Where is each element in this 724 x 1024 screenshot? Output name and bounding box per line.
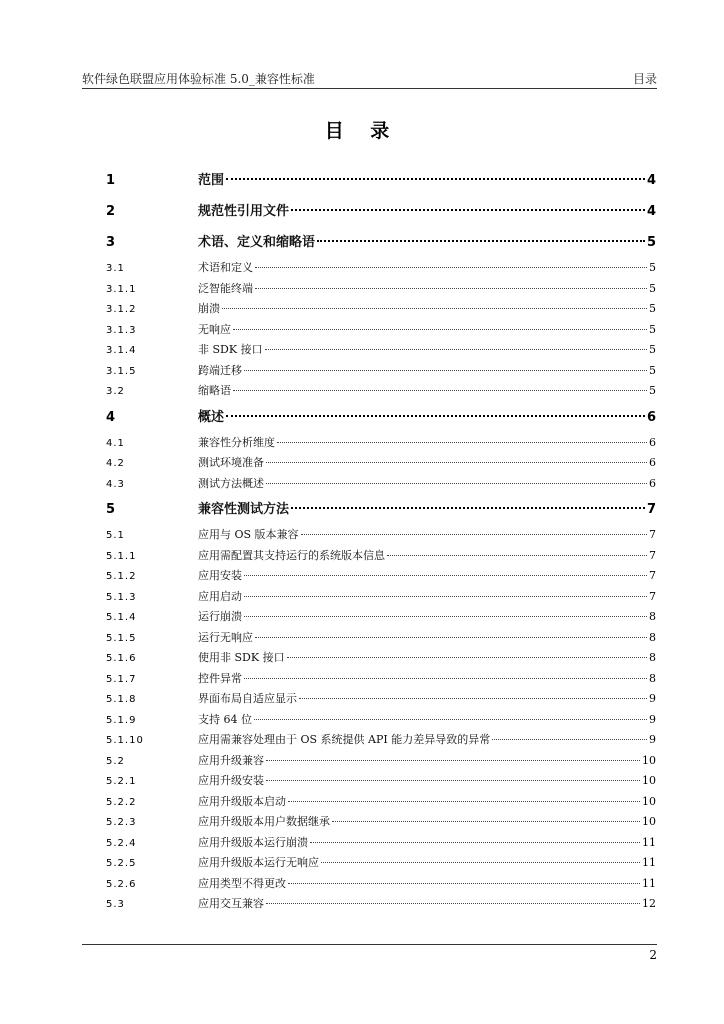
toc-entry[interactable] (106, 494, 656, 525)
toc-entry-page: 9 (649, 712, 656, 726)
page-number: 2 (649, 948, 657, 962)
toc-entry-title[interactable]: 跨端迁移 (198, 363, 242, 377)
toc-entry-title[interactable]: 范围 (198, 173, 225, 188)
toc-entry-title[interactable]: 术语、定义和缩略语 (198, 235, 316, 250)
toc-dot-leader (277, 442, 647, 443)
toc-dot-leader (332, 821, 640, 822)
toc-entry[interactable] (106, 361, 656, 382)
toc-entry-number: 3.1.1 (106, 283, 137, 295)
toc-entry-page: 11 (642, 856, 656, 869)
toc-entry[interactable] (106, 874, 656, 895)
toc-entry-title[interactable]: 兼容性分析维度 (198, 435, 275, 449)
toc-entry-number: 5.2.3 (106, 817, 137, 828)
toc-entry-number: 5.1.7 (106, 673, 137, 685)
toc-entry-page: 9 (649, 733, 656, 746)
toc-entry-page: 7 (649, 528, 656, 541)
toc-entry-number: 3.1.3 (106, 324, 137, 336)
toc-entry-page: 5 (649, 261, 656, 274)
toc-entry-page: 5 (649, 281, 656, 295)
toc-dot-leader (244, 616, 647, 617)
toc-dot-leader (226, 178, 645, 180)
toc-entry-page: 5 (649, 302, 656, 315)
toc-entry[interactable] (106, 525, 656, 546)
toc-dot-leader (266, 483, 647, 484)
toc-entry-number: 5.1.8 (106, 694, 137, 705)
toc-entry-title[interactable]: 非 SDK 接口 (198, 343, 263, 356)
toc-entry-page: 5 (646, 235, 656, 250)
toc-entry-number: 5.1.4 (106, 612, 137, 623)
toc-entry[interactable] (106, 894, 656, 915)
toc-entry[interactable] (106, 607, 656, 628)
toc-dot-leader (266, 780, 640, 781)
toc-entry[interactable] (106, 196, 656, 227)
toc-entry-title[interactable]: 概述 (198, 409, 225, 425)
toc-entry-page: 4 (646, 204, 656, 219)
toc-entry[interactable] (106, 453, 656, 474)
toc-entry-title[interactable]: 运行无响应 (198, 630, 253, 644)
toc-entry-page: 8 (649, 651, 656, 664)
toc-entry-page: 7 (646, 502, 656, 517)
toc-entry[interactable] (106, 648, 656, 669)
toc-entry-number: 5.1.9 (106, 714, 137, 726)
toc-entry[interactable] (106, 628, 656, 649)
toc-dot-leader (310, 842, 640, 843)
toc-entry-number: 3.1.2 (106, 304, 137, 315)
toc-dot-leader (244, 596, 647, 597)
toc-dot-leader (265, 349, 647, 350)
toc-entry[interactable] (106, 258, 656, 279)
toc-entry[interactable] (106, 433, 656, 454)
toc-entry-title[interactable]: 兼容性测试方法 (198, 502, 290, 517)
toc-dot-leader (291, 507, 645, 509)
toc-entry-page: 9 (649, 692, 656, 705)
toc-dot-leader (266, 760, 640, 761)
toc-entry-number: 5.1.1 (106, 550, 137, 562)
toc-entry[interactable] (106, 853, 656, 874)
toc-entry[interactable] (106, 474, 656, 495)
toc-entry-title[interactable]: 应用需配置其支持运行的系统版本信息 (198, 548, 385, 562)
toc-entry-page: 5 (649, 363, 656, 377)
toc-entry[interactable] (106, 771, 656, 792)
toc-entry-title[interactable]: 应用升级版本运行崩溃 (198, 835, 308, 849)
toc-entry-title[interactable]: 测试环境准备 (198, 456, 264, 469)
toc-entry-page: 7 (649, 548, 656, 562)
toc-entry-page: 10 (642, 815, 656, 828)
toc-entry-page: 4 (646, 173, 656, 188)
toc-entry-page: 6 (649, 456, 656, 469)
toc-entry-title[interactable]: 应用交互兼容 (198, 897, 264, 910)
toc-entry-number: 4.1 (106, 437, 125, 449)
toc-entry[interactable] (106, 320, 656, 341)
toc-entry-number: 2 (106, 204, 116, 219)
toc-entry-page: 10 (642, 794, 656, 808)
toc-entry-number: 5.1.10 (106, 735, 144, 746)
toc-dot-leader (492, 739, 647, 740)
toc-entry-number: 5.2.6 (106, 878, 137, 890)
toc-dot-leader (317, 240, 645, 242)
toc-entry-page: 7 (649, 569, 656, 582)
toc-entry-page: 6 (646, 409, 656, 425)
header-divider (82, 88, 657, 89)
header-section-label: 目录 (632, 72, 657, 86)
toc-dot-leader (288, 801, 640, 802)
toc-dot-leader (222, 308, 647, 309)
toc-entry[interactable] (106, 381, 656, 402)
toc-entry[interactable] (106, 751, 656, 772)
toc-dot-leader (288, 883, 640, 884)
toc-entry[interactable] (106, 792, 656, 813)
toc-entry-page: 8 (649, 630, 656, 644)
toc-dot-leader (255, 267, 647, 268)
toc-entry-title[interactable]: 运行崩溃 (198, 610, 242, 623)
toc-entry-page: 11 (642, 835, 656, 849)
toc-entry-title[interactable]: 应用升级版本启动 (198, 794, 286, 808)
toc-entry-number: 4.3 (106, 478, 125, 490)
toc-dot-leader (255, 637, 647, 638)
toc-entry-title[interactable]: 控件异常 (198, 671, 242, 685)
toc-entry-title[interactable]: 界面布局自适应显示 (198, 692, 297, 705)
toc-entry-number: 5.2.5 (106, 858, 137, 869)
toc-entry-number: 5.2.2 (106, 796, 137, 808)
toc-dot-leader (321, 862, 640, 863)
toc-entry[interactable] (106, 833, 656, 854)
toc-dot-leader (301, 534, 647, 535)
toc-entry-page: 8 (649, 671, 656, 685)
toc-entry[interactable] (106, 587, 656, 608)
toc-entry[interactable] (106, 279, 656, 300)
toc-entry-page: 10 (642, 774, 656, 787)
toc-entry-title[interactable]: 使用非 SDK 接口 (198, 651, 285, 664)
toc-entry-title[interactable]: 崩溃 (198, 302, 220, 315)
toc-entry[interactable] (106, 730, 656, 751)
toc-entry-title[interactable]: 无响应 (198, 322, 231, 336)
toc-entry-title[interactable]: 应用升级版本用户数据继承 (198, 815, 330, 828)
toc-entry-number: 4.2 (106, 458, 125, 469)
toc-dot-leader (244, 575, 647, 576)
toc-dot-leader (291, 209, 645, 211)
toc-entry-number: 5.1 (106, 530, 125, 541)
toc-dot-leader (255, 288, 647, 289)
toc-entry-page: 5 (649, 322, 656, 336)
toc-dot-leader (387, 555, 647, 556)
toc-dot-leader (266, 903, 640, 904)
toc-entry-number: 4 (106, 409, 116, 425)
toc-entry-number: 3.1.4 (106, 345, 137, 356)
toc-entry-page: 7 (649, 589, 656, 603)
toc-entry[interactable] (106, 669, 656, 690)
toc-dot-leader (299, 698, 647, 699)
toc-entry-number: 5.1.2 (106, 571, 137, 582)
toc-entry-number: 3.1.5 (106, 365, 137, 377)
toc-entry-number: 3.2 (106, 386, 125, 397)
footer-divider (82, 944, 657, 945)
toc-entry-page: 5 (649, 343, 656, 356)
toc-entry-page: 6 (649, 435, 656, 449)
toc-entry-number: 5.3 (106, 899, 125, 910)
toc-entry[interactable] (106, 402, 656, 433)
toc-dot-leader (233, 390, 647, 391)
toc-entry-title[interactable]: 应用升级安装 (198, 774, 264, 787)
toc-entry-number: 1 (106, 173, 116, 188)
page-title: 目 录 (324, 120, 400, 142)
toc-entry-title[interactable]: 规范性引用文件 (198, 204, 290, 219)
page-header (82, 70, 657, 90)
toc-entry-number: 5.1.6 (106, 653, 137, 664)
toc-entry-title[interactable]: 应用与 OS 版本兼容 (198, 528, 299, 541)
toc-entry[interactable] (106, 165, 656, 196)
toc-entry-title[interactable]: 应用升级版本运行无响应 (198, 856, 319, 869)
toc-entry-number: 5.1.5 (106, 632, 137, 644)
toc-entry-title[interactable]: 应用安装 (198, 569, 242, 582)
toc-entry[interactable] (106, 299, 656, 320)
toc-entry-number: 3 (106, 235, 116, 250)
toc-entry-number: 3.1 (106, 263, 125, 274)
toc-entry-page: 5 (649, 384, 656, 397)
toc-dot-leader (287, 657, 647, 658)
table-of-contents (106, 165, 656, 915)
toc-entry-page: 11 (642, 876, 656, 890)
toc-entry-title[interactable]: 缩略语 (198, 384, 231, 397)
toc-entry-number: 5 (106, 502, 116, 517)
toc-dot-leader (254, 719, 647, 720)
toc-dot-leader (244, 678, 647, 679)
toc-entry-page: 6 (649, 476, 656, 490)
toc-entry-title[interactable]: 术语和定义 (198, 261, 253, 274)
toc-entry-number: 5.2.4 (106, 837, 137, 849)
toc-entry[interactable] (106, 710, 656, 731)
toc-entry-number: 5.2 (106, 755, 125, 767)
toc-dot-leader (266, 462, 647, 463)
toc-entry-title[interactable]: 支持 64 位 (198, 712, 252, 726)
toc-entry[interactable] (106, 227, 656, 258)
toc-entry[interactable] (106, 812, 656, 833)
toc-entry-title[interactable]: 应用类型不得更改 (198, 876, 286, 890)
toc-entry-page: 12 (642, 897, 656, 910)
toc-entry-title[interactable]: 应用启动 (198, 589, 242, 603)
toc-entry-title[interactable]: 应用需兼容处理由于 OS 系统提供 API 能力差异导致的异常 (198, 733, 491, 746)
toc-dot-leader (244, 370, 647, 371)
toc-dot-leader (233, 329, 647, 330)
toc-entry-title[interactable]: 泛智能终端 (198, 281, 253, 295)
toc-entry-number: 5.2.1 (106, 776, 137, 787)
toc-entry[interactable] (106, 689, 656, 710)
toc-entry[interactable] (106, 340, 656, 361)
toc-dot-leader (226, 415, 645, 417)
toc-entry[interactable] (106, 566, 656, 587)
header-doc-title: 软件绿色联盟应用体验标准 5.0_兼容性标准 (82, 72, 315, 86)
toc-entry-number: 5.1.3 (106, 591, 137, 603)
toc-entry[interactable] (106, 546, 656, 567)
toc-entry-title[interactable]: 应用升级兼容 (198, 753, 264, 767)
toc-entry-page: 10 (642, 753, 656, 767)
toc-entry-title[interactable]: 测试方法概述 (198, 476, 264, 490)
toc-entry-page: 8 (649, 610, 656, 623)
